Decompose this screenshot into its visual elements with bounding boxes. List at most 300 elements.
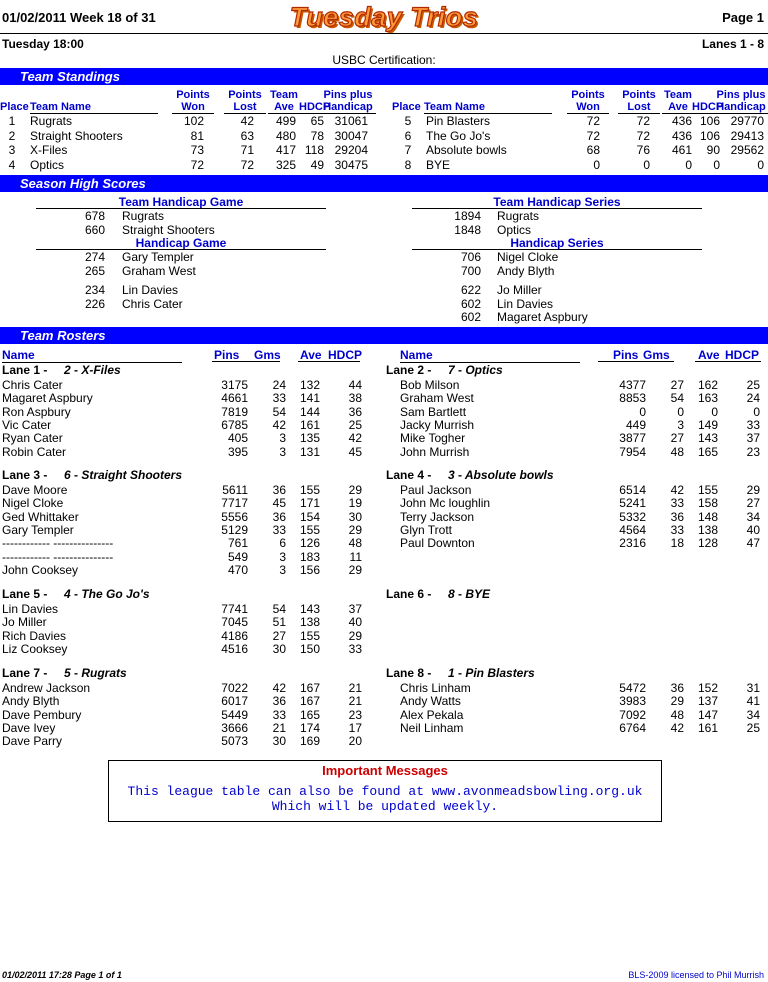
high-score-name: Lin Davies xyxy=(122,283,179,297)
col-points-lost-2: Lost xyxy=(618,101,660,114)
player-average: 131 xyxy=(299,444,320,459)
player-games: 30 xyxy=(272,734,286,749)
team-ave: 417 xyxy=(275,143,296,158)
player-average: 154 xyxy=(299,509,320,524)
roster-col-hdcp: HDCP xyxy=(328,348,363,362)
player-average: 155 xyxy=(299,522,320,537)
player-games: 30 xyxy=(272,641,286,656)
player-name: Paul Downton xyxy=(400,536,475,551)
player-average: 0 xyxy=(711,404,718,419)
player-average: 162 xyxy=(697,378,718,392)
player-average: 135 xyxy=(299,431,320,446)
player-name: Robin Cater xyxy=(2,444,67,459)
high-score-value: 700 xyxy=(460,263,481,278)
points-won: 72 xyxy=(586,128,600,143)
player-games: 54 xyxy=(670,391,684,406)
player-average: 144 xyxy=(299,404,320,419)
col-pins-plus-2: Handicap xyxy=(320,101,376,114)
player-name: Liz Cooksey xyxy=(2,641,68,656)
player-name: Andy Watts xyxy=(400,694,461,709)
pins-plus-handicap: 31061 xyxy=(334,114,368,128)
player-average: 137 xyxy=(697,694,718,709)
player-handicap: 44 xyxy=(348,378,362,392)
player-name: Chris Linham xyxy=(400,681,471,695)
player-handicap: 29 xyxy=(746,483,760,497)
team-ave: 480 xyxy=(275,128,296,143)
col-team-ave-2: Ave xyxy=(662,101,694,114)
player-average: 161 xyxy=(697,720,718,735)
player-handicap: 25 xyxy=(746,378,760,392)
team-ave: 436 xyxy=(671,114,692,128)
player-name: Paul Jackson xyxy=(400,483,472,497)
high-score-name: Graham West xyxy=(122,263,196,278)
message-line: Which will be updated weekly. xyxy=(271,799,499,814)
player-handicap: 17 xyxy=(348,720,362,735)
place: 3 xyxy=(8,143,16,158)
player-handicap: 40 xyxy=(348,615,362,630)
col-place: Place xyxy=(0,101,29,113)
team-handicap-series-title: Team Handicap Series xyxy=(493,195,621,209)
points-lost: 42 xyxy=(240,114,254,128)
messages-title: Important Messages xyxy=(322,763,448,778)
player-games: 3 xyxy=(279,549,286,564)
player-games: 54 xyxy=(272,404,286,419)
player-average: 161 xyxy=(299,417,320,432)
col-pins-plus-1: Pins plus xyxy=(716,89,766,101)
player-pins: 4516 xyxy=(221,641,248,656)
player-pins: 6764 xyxy=(619,720,646,735)
team-label: 2 - X-Files xyxy=(64,363,121,377)
player-games: 45 xyxy=(272,496,286,511)
handicap-series-title: Handicap Series xyxy=(510,236,604,250)
team-name: BYE xyxy=(426,158,451,173)
player-name: Gary Templer xyxy=(2,522,74,537)
hdcp: 90 xyxy=(706,143,720,158)
player-handicap: 0 xyxy=(753,404,760,419)
player-name: Glyn Trott xyxy=(400,522,453,537)
col-points-lost-1: Points xyxy=(622,89,656,101)
player-handicap: 29 xyxy=(348,522,362,537)
rosters-band xyxy=(0,327,768,344)
high-score-name: Lin Davies xyxy=(497,296,554,311)
team-label: 7 - Optics xyxy=(448,363,503,377)
player-handicap: 19 xyxy=(348,496,362,511)
player-pins: 3666 xyxy=(221,720,248,735)
player-handicap: 29 xyxy=(348,483,362,497)
player-handicap: 21 xyxy=(348,694,362,709)
hdcp: 65 xyxy=(310,114,324,128)
player-average: 141 xyxy=(299,391,320,406)
player-games: 3 xyxy=(279,431,286,446)
points-won: 68 xyxy=(586,143,600,158)
player-games: 3 xyxy=(677,417,684,432)
high-score-value: 1848 xyxy=(454,222,481,237)
lane-label: Lane 1 - xyxy=(2,363,48,377)
player-handicap: 37 xyxy=(348,602,362,616)
points-won: 102 xyxy=(183,114,204,128)
footer-license: BLS-2009 licensed to Phil Murrish xyxy=(628,970,764,980)
points-won: 81 xyxy=(190,128,204,143)
player-handicap: 25 xyxy=(746,720,760,735)
lane-label: Lane 6 - xyxy=(386,587,432,601)
player-name: Sam Bartlett xyxy=(400,404,467,419)
player-average: 152 xyxy=(697,681,718,695)
col-team-ave-1: Team xyxy=(664,89,692,101)
player-pins: 4186 xyxy=(221,628,248,643)
player-handicap: 24 xyxy=(746,391,760,406)
team-label: 3 - Absolute bowls xyxy=(448,468,554,482)
high-score-name: Gary Templer xyxy=(122,250,194,264)
high-score-name: Straight Shooters xyxy=(122,222,215,237)
lane-label: Lane 4 - xyxy=(386,468,432,482)
player-pins: 395 xyxy=(227,444,248,459)
player-name: Neil Linham xyxy=(400,720,464,735)
roster-col-pins: Pins xyxy=(613,348,639,362)
player-average: 155 xyxy=(299,628,320,643)
header-rule xyxy=(0,33,768,34)
points-lost: 76 xyxy=(636,143,650,158)
player-average: 155 xyxy=(697,483,718,497)
important-messages-box xyxy=(108,760,662,822)
high-score-value: 1894 xyxy=(454,209,481,223)
col-team-name: Team Name xyxy=(30,101,158,114)
col-points-won-2: Won xyxy=(567,101,609,114)
place: 4 xyxy=(8,158,16,173)
place: 1 xyxy=(8,114,16,128)
team-name: Straight Shooters xyxy=(30,128,123,143)
high-score-name: Jo Miller xyxy=(497,283,542,297)
player-pins: 4377 xyxy=(619,378,646,392)
player-name: Andy Blyth xyxy=(2,694,60,709)
points-won: 72 xyxy=(586,114,600,128)
player-games: 27 xyxy=(670,431,684,446)
player-pins: 7045 xyxy=(221,615,248,630)
high-score-name: Andy Blyth xyxy=(497,263,555,278)
player-name: Terry Jackson xyxy=(400,509,475,524)
player-average: 149 xyxy=(697,417,718,432)
place: 6 xyxy=(404,128,412,143)
player-games: 33 xyxy=(272,707,286,722)
high-score-value: 234 xyxy=(84,283,105,297)
player-games: 36 xyxy=(670,681,684,695)
player-handicap: 34 xyxy=(746,509,760,524)
points-lost: 72 xyxy=(240,158,254,173)
team-ave: 325 xyxy=(275,158,296,173)
player-pins: 6514 xyxy=(619,483,646,497)
team-name: The Go Jo's xyxy=(426,128,491,143)
high-scores-band xyxy=(0,175,768,192)
player-pins: 7717 xyxy=(221,496,248,511)
high-score-value: 602 xyxy=(460,296,481,311)
high-score-name: Chris Cater xyxy=(122,296,183,311)
player-handicap: 30 xyxy=(348,509,362,524)
player-games: 48 xyxy=(670,444,684,459)
high-score-value: 602 xyxy=(460,310,481,324)
player-pins: 5241 xyxy=(619,496,646,511)
player-pins: 7741 xyxy=(221,602,248,616)
pins-plus-handicap: 0 xyxy=(757,158,764,173)
player-average: 148 xyxy=(697,509,718,524)
player-average: 165 xyxy=(299,707,320,722)
player-games: 3 xyxy=(279,444,286,459)
player-average: 167 xyxy=(299,694,320,709)
place: 7 xyxy=(404,143,412,158)
team-ave: 436 xyxy=(671,128,692,143)
col-points-won-1: Points xyxy=(176,89,210,101)
player-average: 158 xyxy=(697,496,718,511)
player-games: 51 xyxy=(272,615,286,630)
player-name: Dave Parry xyxy=(2,734,63,749)
player-pins: 5129 xyxy=(221,522,248,537)
player-handicap: 27 xyxy=(746,496,760,511)
player-name: Rich Davies xyxy=(2,628,67,643)
points-lost: 72 xyxy=(636,114,650,128)
player-games: 33 xyxy=(272,522,286,537)
player-name: Vic Cater xyxy=(2,417,52,432)
player-name: John Mc loughlin xyxy=(400,496,491,511)
team-label: 5 - Rugrats xyxy=(64,666,127,680)
player-games: 33 xyxy=(272,391,286,406)
player-name: Dave Pembury xyxy=(2,707,82,722)
player-games: 27 xyxy=(670,378,684,392)
player-average: 138 xyxy=(299,615,320,630)
place: 2 xyxy=(8,128,16,143)
player-average: 183 xyxy=(299,549,320,564)
player-average: 138 xyxy=(697,522,718,537)
high-score-name: Rugrats xyxy=(497,209,540,223)
player-pins: 6785 xyxy=(221,417,248,432)
player-name: ------------ --------------- xyxy=(2,549,114,564)
player-pins: 5472 xyxy=(619,681,646,695)
player-pins: 5073 xyxy=(221,734,248,749)
day-time: Tuesday 18:00 xyxy=(2,37,84,51)
player-pins: 8853 xyxy=(619,391,646,406)
place: 5 xyxy=(404,114,412,128)
col-points-won-2: Won xyxy=(172,101,214,114)
player-pins: 405 xyxy=(227,431,248,446)
high-score-value: 660 xyxy=(84,222,105,237)
player-average: 167 xyxy=(299,681,320,695)
player-average: 150 xyxy=(299,641,320,656)
team-ave: 0 xyxy=(685,158,692,173)
player-handicap: 34 xyxy=(746,707,760,722)
player-handicap: 21 xyxy=(348,681,362,695)
player-name: John Cooksey xyxy=(2,562,79,577)
points-lost: 72 xyxy=(636,128,650,143)
roster-col-hdcp: HDCP xyxy=(725,348,760,362)
high-score-name: Rugrats xyxy=(122,209,165,223)
lane-label: Lane 2 - xyxy=(386,363,432,377)
player-name: ------------ --------------- xyxy=(2,536,114,551)
team-name: Optics xyxy=(30,158,65,173)
pins-plus-handicap: 29562 xyxy=(730,143,764,158)
col-team-ave-1: Team xyxy=(270,89,298,101)
player-games: 36 xyxy=(670,509,684,524)
player-average: 143 xyxy=(697,431,718,446)
player-average: 165 xyxy=(697,444,718,459)
player-name: John Murrish xyxy=(400,444,470,459)
team-handicap-game-title: Team Handicap Game xyxy=(118,195,244,209)
roster-col-ave: Ave xyxy=(300,348,322,362)
player-name: Ryan Cater xyxy=(2,431,63,446)
player-name: Bob Milson xyxy=(400,378,460,392)
player-name: Dave Moore xyxy=(2,483,68,497)
player-name: Lin Davies xyxy=(2,602,59,616)
hdcp: 49 xyxy=(310,158,324,173)
player-handicap: 31 xyxy=(746,681,760,695)
player-handicap: 47 xyxy=(746,536,760,551)
player-pins: 2316 xyxy=(619,536,646,551)
message-line: This league table can also be found at www.avonmeadsbowling.org.uk xyxy=(127,784,643,799)
hdcp: 0 xyxy=(713,158,720,173)
high-score-value: 622 xyxy=(460,283,481,297)
player-games: 33 xyxy=(670,496,684,511)
player-pins: 3983 xyxy=(619,694,646,709)
high-score-value: 706 xyxy=(460,250,481,264)
player-name: Chris Cater xyxy=(2,378,63,392)
points-won: 73 xyxy=(190,143,204,158)
player-handicap: 23 xyxy=(348,707,362,722)
player-pins: 7819 xyxy=(221,404,248,419)
player-handicap: 41 xyxy=(746,694,760,709)
team-label: 4 - The Go Jo's xyxy=(64,587,150,601)
lane-label: Lane 3 - xyxy=(2,468,48,482)
high-score-value: 265 xyxy=(84,263,105,278)
player-pins: 6017 xyxy=(221,694,248,709)
points-lost: 63 xyxy=(240,128,254,143)
player-handicap: 20 xyxy=(348,734,362,749)
player-games: 54 xyxy=(272,602,286,616)
hdcp: 78 xyxy=(310,128,324,143)
player-pins: 5556 xyxy=(221,509,248,524)
player-handicap: 40 xyxy=(746,522,760,537)
hdcp: 118 xyxy=(304,143,324,158)
player-games: 3 xyxy=(279,562,286,577)
points-won: 0 xyxy=(593,158,600,173)
player-handicap: 36 xyxy=(348,404,362,419)
player-handicap: 38 xyxy=(348,391,362,406)
col-points-won-1: Points xyxy=(571,89,605,101)
player-games: 0 xyxy=(677,404,684,419)
player-name: Dave Ivey xyxy=(2,720,56,735)
pins-plus-handicap: 30047 xyxy=(334,128,368,143)
player-pins: 0 xyxy=(639,404,646,419)
player-pins: 5449 xyxy=(221,707,248,722)
player-average: 126 xyxy=(299,536,320,551)
player-average: 171 xyxy=(299,496,320,511)
team-name: X-Files xyxy=(30,143,68,158)
rosters-title: Team Rosters xyxy=(20,328,106,343)
col-pins-plus-2: Handicap xyxy=(714,101,768,114)
player-pins: 4564 xyxy=(619,522,646,537)
player-average: 163 xyxy=(697,391,718,406)
player-pins: 5332 xyxy=(619,509,646,524)
player-average: 132 xyxy=(299,378,320,392)
player-handicap: 45 xyxy=(348,444,362,459)
player-average: 155 xyxy=(299,483,320,497)
player-pins: 3877 xyxy=(619,431,646,446)
points-lost: 71 xyxy=(240,143,254,158)
player-games: 33 xyxy=(670,522,684,537)
pins-plus-handicap: 30475 xyxy=(334,158,368,173)
lanes-range: Lanes 1 - 8 xyxy=(701,37,764,51)
player-games: 29 xyxy=(670,694,684,709)
divider xyxy=(212,361,280,362)
handicap-game-title: Handicap Game xyxy=(135,236,227,250)
pins-plus-handicap: 29413 xyxy=(730,128,764,143)
player-name: Mike Togher xyxy=(400,431,466,446)
roster-col-ave: Ave xyxy=(698,348,720,362)
player-handicap: 33 xyxy=(348,641,362,656)
roster-col-name: Name xyxy=(2,348,182,363)
team-label: 6 - Straight Shooters xyxy=(64,468,183,482)
roster-col-pins: Pins xyxy=(214,348,240,362)
player-average: 147 xyxy=(697,707,718,722)
hdcp: 106 xyxy=(699,114,720,128)
team-name: Rugrats xyxy=(30,114,73,128)
high-score-name: Nigel Cloke xyxy=(497,250,559,264)
roster-col-gms: Gms xyxy=(643,348,670,362)
player-average: 156 xyxy=(299,562,320,577)
high-score-name: Optics xyxy=(497,222,532,237)
player-pins: 761 xyxy=(227,536,248,551)
player-pins: 5611 xyxy=(222,483,248,497)
player-pins: 7022 xyxy=(221,681,248,695)
player-games: 42 xyxy=(670,483,684,497)
player-games: 42 xyxy=(670,720,684,735)
usbc-certification: USBC Certification: xyxy=(332,53,436,67)
col-points-lost-1: Points xyxy=(228,89,262,101)
player-pins: 3175 xyxy=(221,378,248,392)
lane-label: Lane 7 - xyxy=(2,666,48,680)
player-games: 6 xyxy=(279,536,286,551)
col-team-name: Team Name xyxy=(424,101,552,114)
col-points-lost-2: Lost xyxy=(224,101,266,114)
player-handicap: 33 xyxy=(746,417,760,432)
page-number: Page 1 xyxy=(722,10,764,25)
player-pins: 549 xyxy=(227,549,248,564)
player-pins: 7092 xyxy=(619,707,646,722)
divider xyxy=(695,361,761,362)
player-average: 128 xyxy=(697,536,718,551)
player-name: Andrew Jackson xyxy=(2,681,91,695)
team-label: 8 - BYE xyxy=(448,587,491,601)
standings-title: Team Standings xyxy=(20,69,120,84)
standings-band xyxy=(0,68,768,85)
player-name: Nigel Cloke xyxy=(2,496,64,511)
player-pins: 470 xyxy=(227,562,248,577)
player-name: Alex Pekala xyxy=(400,707,464,722)
divider xyxy=(598,361,674,362)
player-pins: 7954 xyxy=(619,444,646,459)
player-handicap: 29 xyxy=(348,628,362,643)
lane-label: Lane 8 - xyxy=(386,666,432,680)
player-games: 27 xyxy=(272,628,286,643)
divider xyxy=(298,361,360,362)
player-handicap: 25 xyxy=(348,417,362,432)
col-hdcp: HDCP xyxy=(299,101,331,113)
place: 8 xyxy=(404,158,412,173)
player-games: 24 xyxy=(272,378,286,392)
col-hdcp: HDCP xyxy=(692,101,724,113)
points-won: 72 xyxy=(190,158,204,173)
footer-print-info: 01/02/2011 17:28 Page 1 of 1 xyxy=(2,970,122,980)
player-name: Magaret Aspbury xyxy=(2,391,93,406)
player-games: 36 xyxy=(272,694,286,709)
lane-label: Lane 5 - xyxy=(2,587,48,601)
roster-col-name: Name xyxy=(400,348,580,363)
player-games: 36 xyxy=(272,483,286,497)
